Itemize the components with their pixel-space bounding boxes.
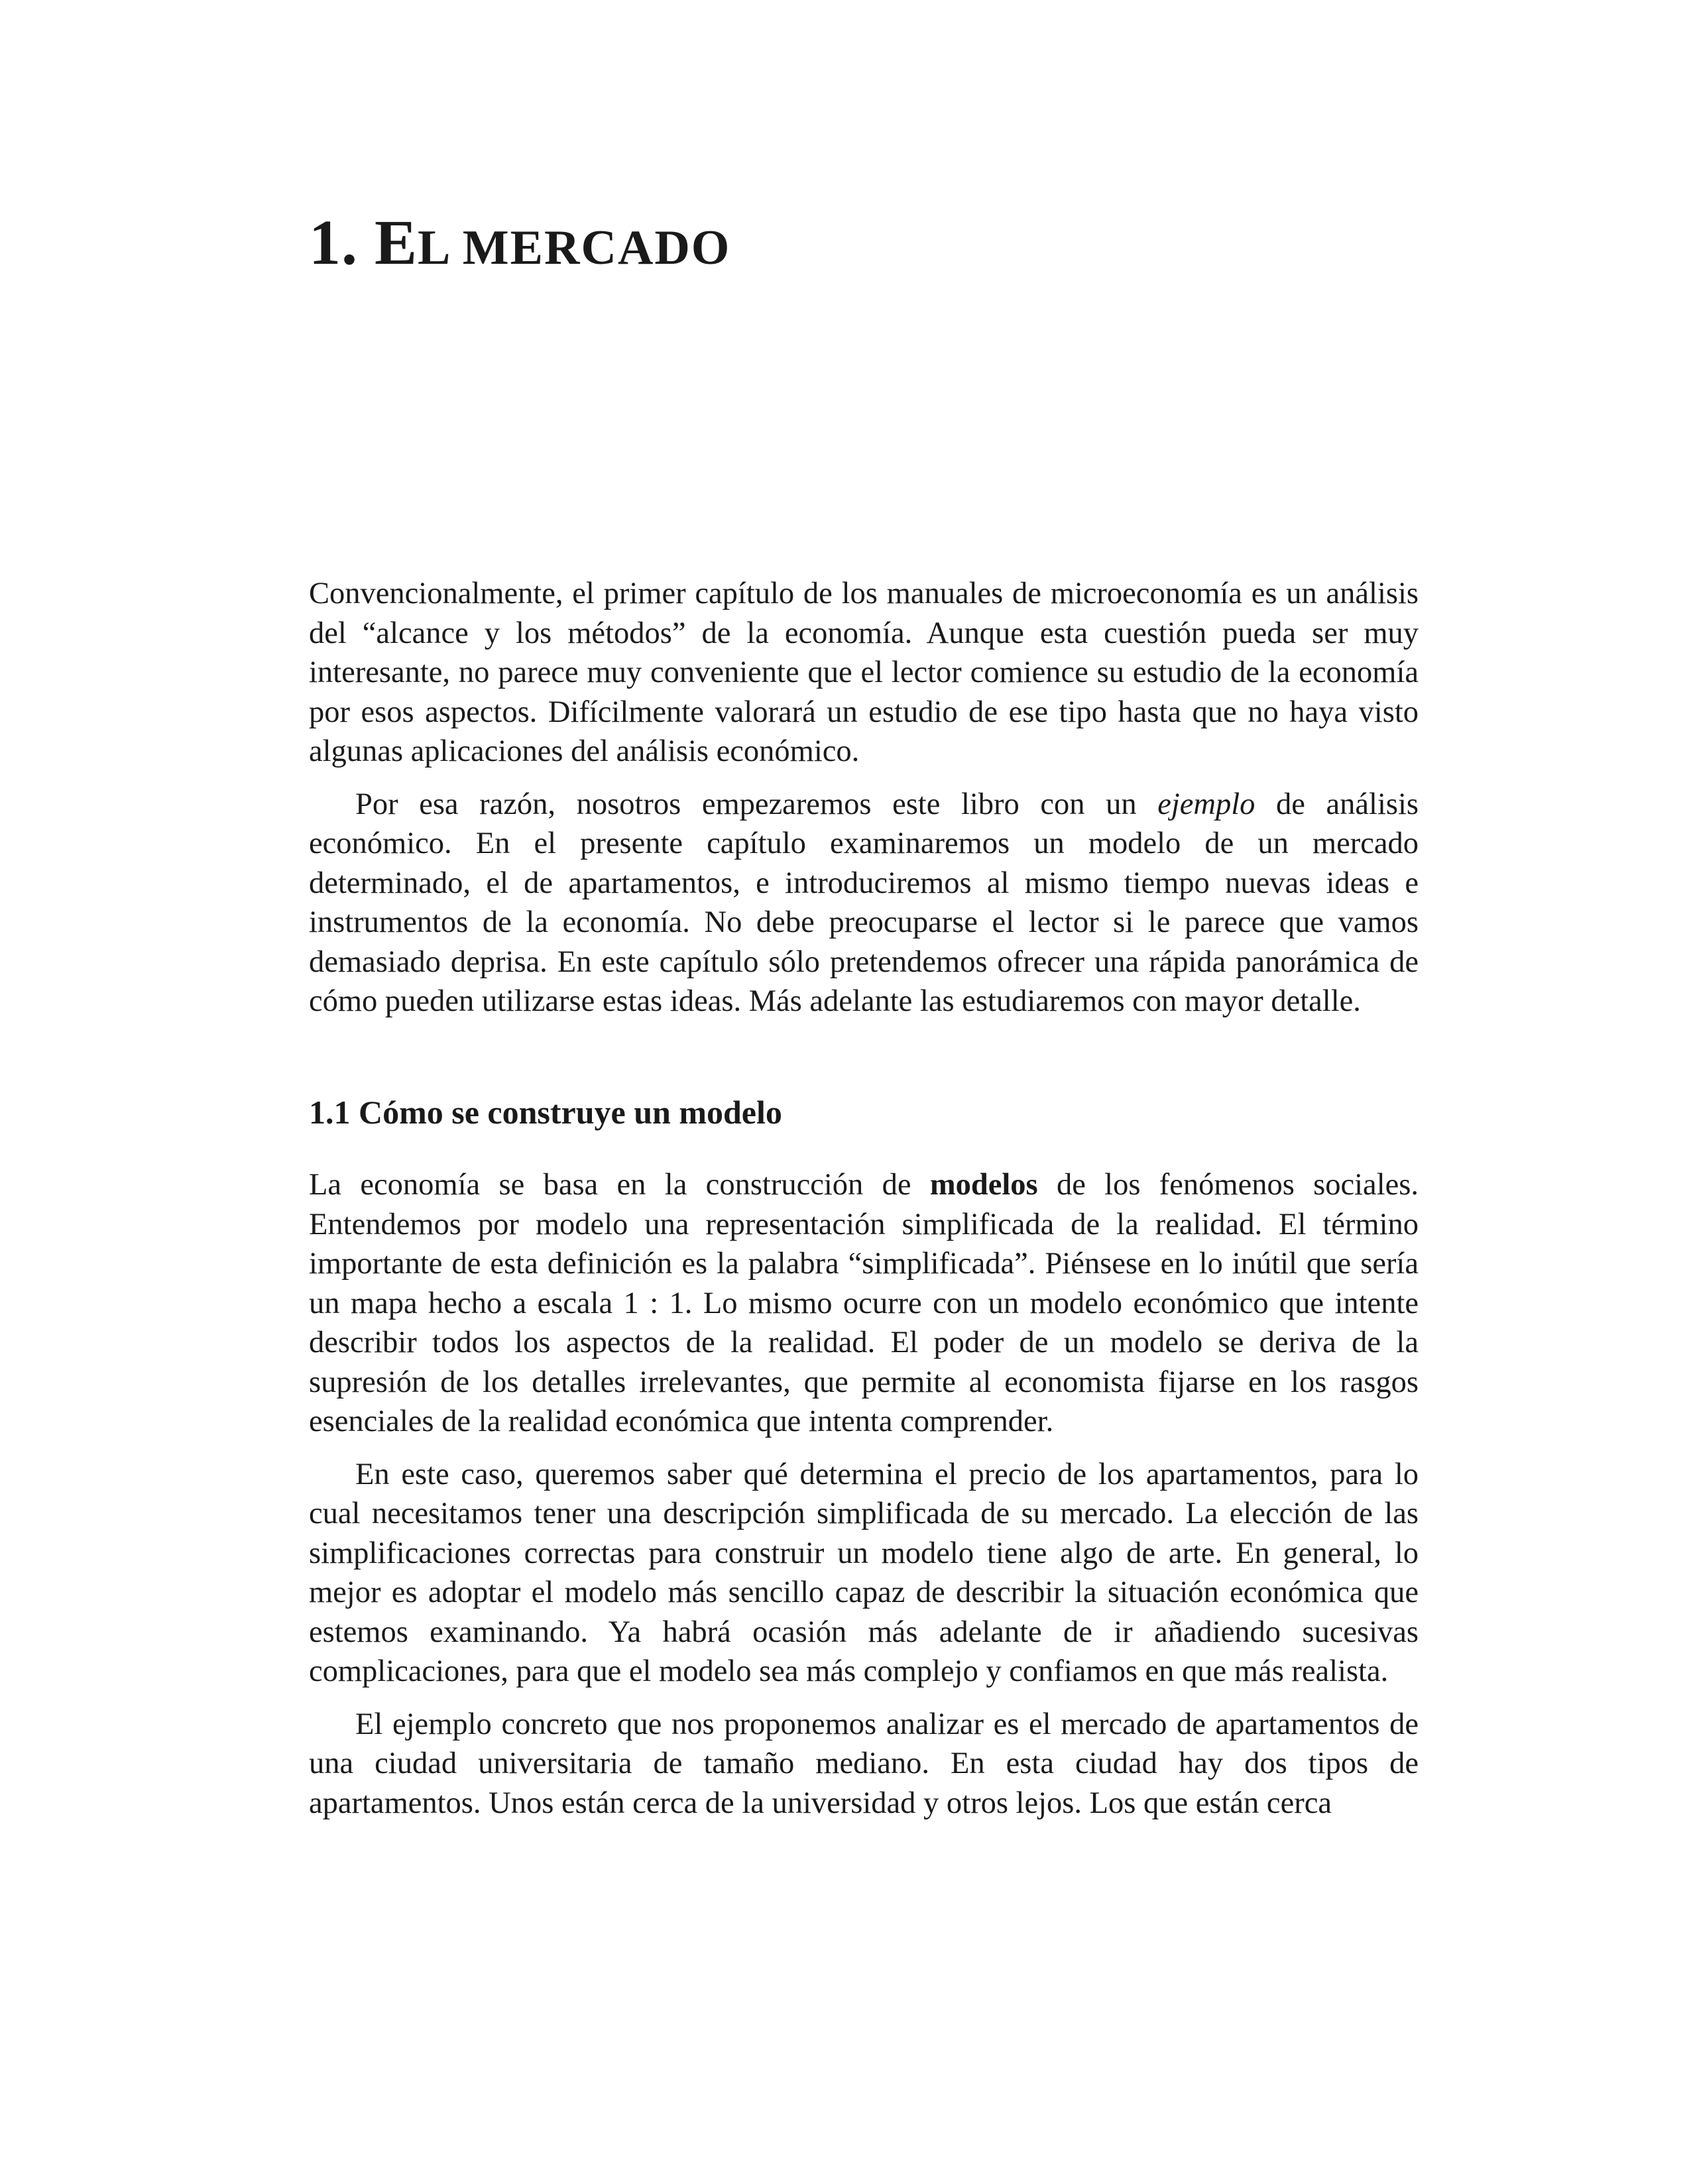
term-modelos: modelos: [929, 1168, 1038, 1202]
section-paragraph-3: El ejemplo concreto que nos proponemos analizar es el mercado de apartamentos de una ciudad universitaria de tamaño mediano. En esta ciudad hay dos tipos de apartamentos. Unos están cerca de la universidad y otros lejos. Los que están cerca: [309, 1707, 1419, 1820]
chapter-title: [309, 207, 731, 278]
intro-paragraph-2: [309, 785, 1419, 1021]
section-heading: 1.1 Cómo se construye un modelo: [309, 1094, 782, 1131]
section-paragraph-1-end: de los fenómenos sociales. Entendemos por modelo una representación simplificada de la realidad. El término importante de esta definición es la palabra “simplificada”. Piénsese en lo inútil que sería un mapa hecho a escala 1 : 1. Lo mismo ocurre con un modelo económico que intente describir todos los aspectos de la realidad. El poder de un modelo se deriva de la supresión de los detalles irrelevantes, que permite al economista fijarse en los rasgos esenciales de la realidad económica que intenta comprender.: [309, 1168, 1419, 1438]
section-paragraph-1: [309, 1165, 1419, 1442]
section-paragraph-2: En este caso, queremos saber qué determina el precio de los apartamentos, para lo cual necesitamos tener una descripción simplificada de su mercado. La elección de las simplificaciones correctas para construir un modelo tiene algo de arte. En general, lo mejor es adoptar el modelo más sencillo capaz de describir la situación económica que estemos examinando. Ya habrá ocasión más adelante de ir añadiendo sucesivas complicaciones, para que el modelo sea más complejo y confiamos en que más realista.: [309, 1457, 1419, 1688]
chapter-title-initial: E: [375, 207, 418, 278]
emphasis-ejemplo: ejemplo: [1157, 787, 1255, 821]
chapter-title-rest: L MERCADO: [418, 221, 731, 275]
section-paragraph-1-start: La economía se basa en la construcción de: [309, 1168, 930, 1202]
intro-paragraph-1: Convencionalmente, el primer capítulo de los manuales de microeconomía es un análisis del “alcance y los métodos” de la economía. Aunque esta cuestión pueda ser muy interesante, no parece muy conveniente que el lector comience su estudio de la economía por esos aspectos. Difícilmente valorará un estudio de ese tipo hasta que no haya visto algunas aplicaciones del análisis económico.: [309, 577, 1419, 768]
chapter-number: 1.: [309, 207, 358, 278]
section-body: [309, 1165, 1419, 1823]
intro-paragraph-2-end: de análisis económico. En el presente capítulo examinaremos un modelo de un mercado determinado, el de apartamentos, e introduciremos al mismo tiempo nuevas ideas e instrumentos de la economía. No debe preocuparse el lector si le parece que vamos demasiado deprisa. En este capítulo sólo pretendemos ofrecer una rápida panorámica de cómo pueden utilizarse estas ideas. Más adelante las estudiaremos con mayor detalle.: [309, 787, 1419, 1018]
intro-paragraph-2-start: Por esa razón, nosotros empezaremos este libro con un: [355, 787, 1158, 821]
intro-text: [309, 574, 1419, 1021]
